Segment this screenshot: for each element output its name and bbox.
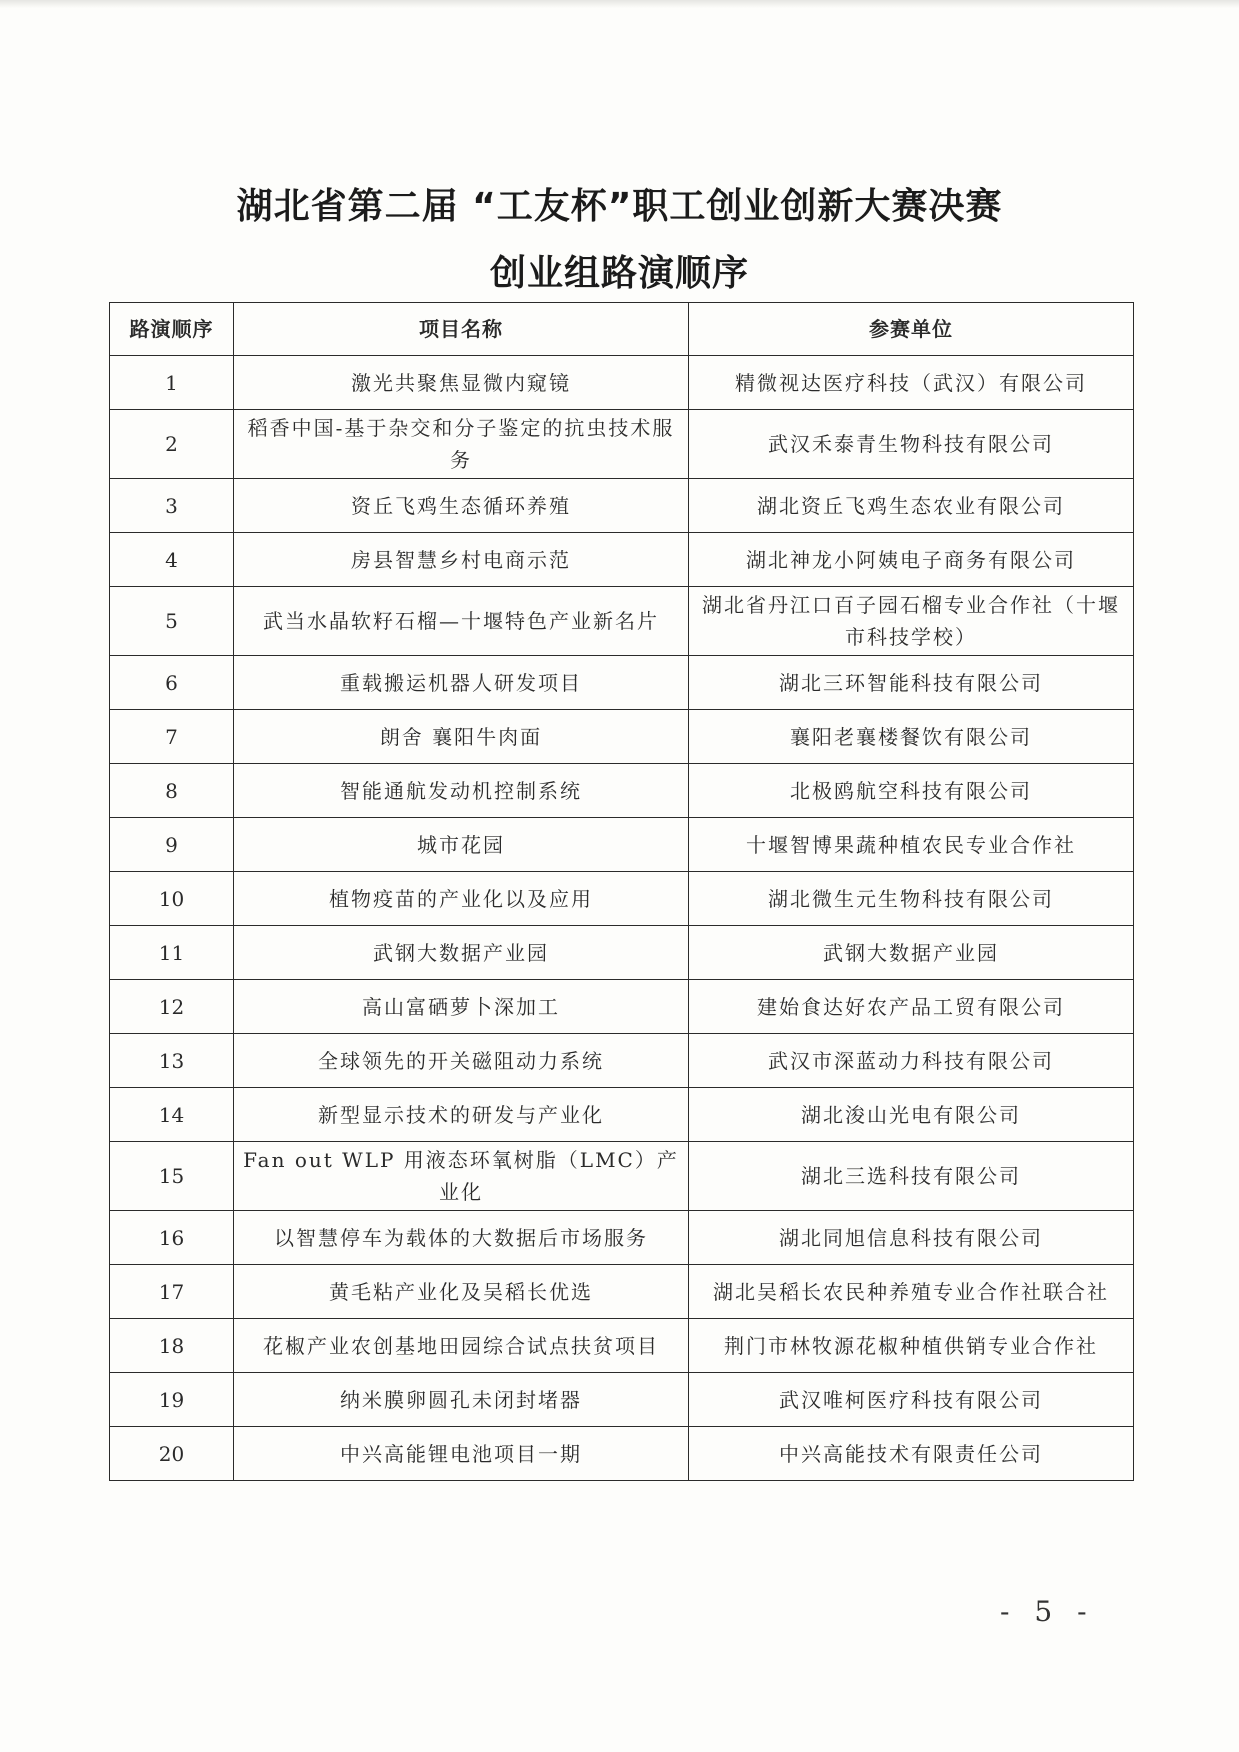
cell-project: 重载搬运机器人研发项目: [234, 656, 689, 710]
document-title: 湖北省第二届 “工友杯”职工创业创新大赛决赛: [236, 186, 1003, 227]
cell-unit: 湖北资丘飞鸡生态农业有限公司: [689, 479, 1134, 533]
cell-unit: 湖北三环智能科技有限公司: [689, 656, 1134, 710]
cell-unit: 武汉市深蓝动力科技有限公司: [689, 1034, 1134, 1088]
cell-order: 7: [110, 710, 234, 764]
page-edge: [0, 0, 1239, 8]
table-row: [110, 1088, 1134, 1142]
table-row: [110, 926, 1134, 980]
table-row: [110, 764, 1134, 818]
cell-order: 1: [110, 356, 234, 410]
cell-order: 12: [110, 980, 234, 1034]
cell-order: 9: [110, 818, 234, 872]
cell-project: 智能通航发动机控制系统: [234, 764, 689, 818]
cell-unit: 武汉唯柯医疗科技有限公司: [689, 1373, 1134, 1427]
cell-order: 3: [110, 479, 234, 533]
table-row: [110, 479, 1134, 533]
cell-unit: 湖北微生元生物科技有限公司: [689, 872, 1134, 926]
cell-unit: 湖北吴稻长农民种养殖专业合作社联合社: [689, 1265, 1134, 1319]
cell-order: 2: [110, 410, 234, 479]
cell-order: 13: [110, 1034, 234, 1088]
cell-project: 房县智慧乡村电商示范: [234, 533, 689, 587]
cell-unit: 湖北同旭信息科技有限公司: [689, 1211, 1134, 1265]
cell-project: 激光共聚焦显微内窥镜: [234, 356, 689, 410]
cell-order: 5: [110, 587, 234, 656]
table-header-row: [110, 303, 1134, 356]
page-number: - 5 -: [1000, 1595, 1095, 1628]
cell-unit: 湖北神龙小阿姨电子商务有限公司: [689, 533, 1134, 587]
table-row: [110, 1265, 1134, 1319]
cell-project: 全球领先的开关磁阻动力系统: [234, 1034, 689, 1088]
cell-unit: 建始食达好农产品工贸有限公司: [689, 980, 1134, 1034]
cell-project: 朗舍 襄阳牛肉面: [234, 710, 689, 764]
cell-unit: 荆门市林牧源花椒种植供销专业合作社: [689, 1319, 1134, 1373]
cell-unit: 武钢大数据产业园: [689, 926, 1134, 980]
cell-order: 16: [110, 1211, 234, 1265]
cell-unit: 北极鸥航空科技有限公司: [689, 764, 1134, 818]
cell-order: 8: [110, 764, 234, 818]
cell-project: Fan out WLP 用液态环氧树脂（LMC）产业化: [234, 1142, 689, 1211]
cell-order: 17: [110, 1265, 234, 1319]
cell-project: 植物疫苗的产业化以及应用: [234, 872, 689, 926]
roadshow-order-table: [109, 302, 1134, 1481]
cell-project: 黄毛粘产业化及吴稻长优选: [234, 1265, 689, 1319]
table-row: [110, 1427, 1134, 1481]
cell-unit: 湖北省丹江口百子园石榴专业合作社（十堰市科技学校）: [689, 587, 1134, 656]
cell-unit: 十堰智博果蔬种植农民专业合作社: [689, 818, 1134, 872]
cell-project: 中兴高能锂电池项目一期: [234, 1427, 689, 1481]
document-subtitle: 创业组路演顺序: [489, 253, 749, 294]
table-row: [110, 1319, 1134, 1373]
cell-order: 4: [110, 533, 234, 587]
cell-project: 资丘飞鸡生态循环养殖: [234, 479, 689, 533]
table-row: [110, 356, 1134, 410]
header-unit: 参赛单位: [689, 303, 1134, 356]
table-row: [110, 1373, 1134, 1427]
cell-order: 19: [110, 1373, 234, 1427]
cell-unit: 湖北三选科技有限公司: [689, 1142, 1134, 1211]
table-row: [110, 818, 1134, 872]
cell-order: 11: [110, 926, 234, 980]
cell-project: 稻香中国-基于杂交和分子鉴定的抗虫技术服务: [234, 410, 689, 479]
cell-project: 武当水晶软籽石榴—十堰特色产业新名片: [234, 587, 689, 656]
table-row: [110, 1034, 1134, 1088]
cell-project: 新型显示技术的研发与产业化: [234, 1088, 689, 1142]
cell-order: 10: [110, 872, 234, 926]
table-row: [110, 656, 1134, 710]
table-row: [110, 410, 1134, 479]
table-row: [110, 872, 1134, 926]
header-project: 项目名称: [234, 303, 689, 356]
table-row: [110, 533, 1134, 587]
cell-order: 15: [110, 1142, 234, 1211]
cell-project: 武钢大数据产业园: [234, 926, 689, 980]
table-row: [110, 1142, 1134, 1211]
cell-unit: 武汉禾泰青生物科技有限公司: [689, 410, 1134, 479]
table-row: [110, 1211, 1134, 1265]
cell-order: 6: [110, 656, 234, 710]
cell-order: 20: [110, 1427, 234, 1481]
cell-unit: 襄阳老襄楼餐饮有限公司: [689, 710, 1134, 764]
cell-project: 花椒产业农创基地田园综合试点扶贫项目: [234, 1319, 689, 1373]
cell-project: 以智慧停车为载体的大数据后市场服务: [234, 1211, 689, 1265]
table-row: [110, 710, 1134, 764]
cell-project: 纳米膜卵圆孔未闭封堵器: [234, 1373, 689, 1427]
header-order: 路演顺序: [110, 303, 234, 356]
cell-order: 18: [110, 1319, 234, 1373]
table-row: [110, 587, 1134, 656]
cell-project: 城市花园: [234, 818, 689, 872]
table-row: [110, 980, 1134, 1034]
cell-unit: 精微视达医疗科技（武汉）有限公司: [689, 356, 1134, 410]
cell-unit: 中兴高能技术有限责任公司: [689, 1427, 1134, 1481]
table-body: [110, 356, 1134, 1481]
cell-unit: 湖北浚山光电有限公司: [689, 1088, 1134, 1142]
cell-order: 14: [110, 1088, 234, 1142]
cell-project: 高山富硒萝卜深加工: [234, 980, 689, 1034]
